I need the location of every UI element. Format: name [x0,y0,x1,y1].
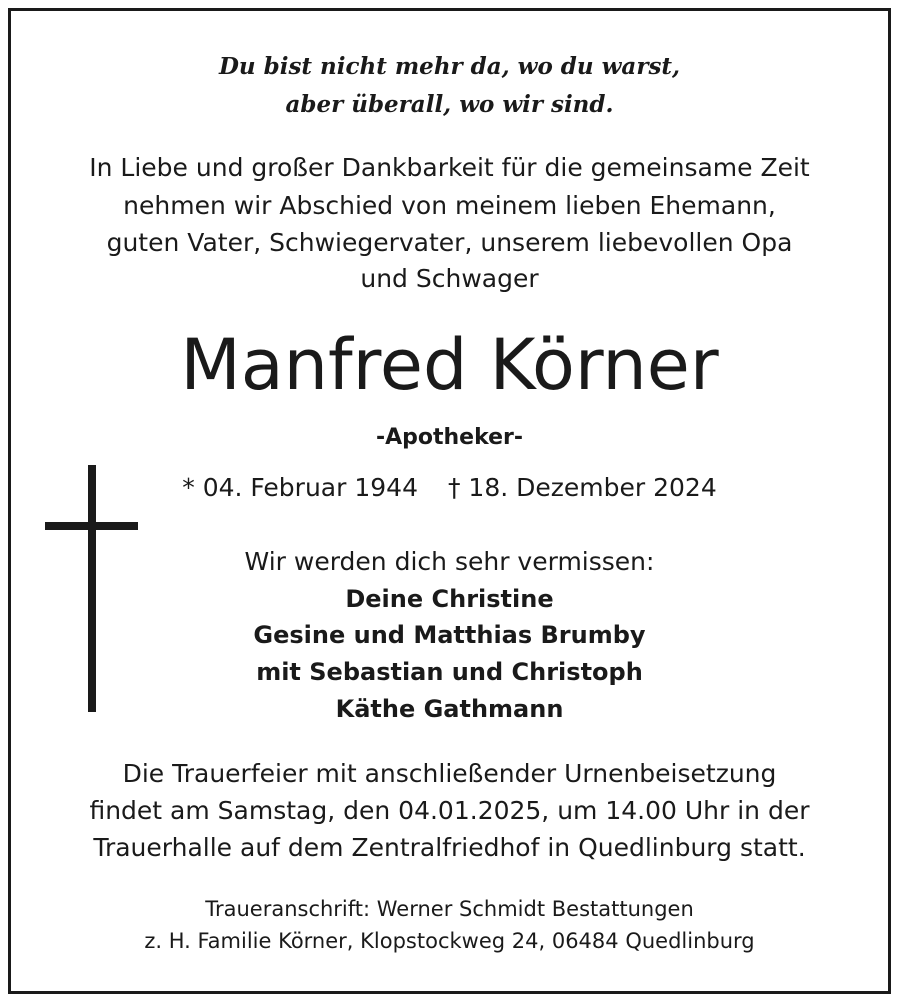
intro-line-3: guten Vater, Schwiegervater, unserem liebevollen Opa [106,228,793,257]
mourners-intro: Wir werden dich sehr vermissen: [244,547,655,576]
birth-date: * 04. Februar 1944 [182,473,418,502]
funeral-line-3: Trauerhalle auf dem Zentralfriedhof in Quedlinburg statt. [93,833,806,862]
cross-horizontal-bar [45,522,138,530]
deceased-name: Manfred Körner [180,324,719,406]
mourner-name-3: mit Sebastian und Christoph [256,658,643,686]
funeral-line-2: findet am Samstag, den 04.01.2025, um 14.00 Uhr in der [89,796,810,825]
life-dates [0,473,899,502]
death-date: † 18. Dezember 2024 [447,473,717,502]
mourner-name-1: Deine Christine [345,585,554,613]
deceased-profession: -Apotheker- [375,425,524,450]
mourner-name-4: Käthe Gathmann [335,695,564,723]
address-line-1: Traueranschrift: Werner Schmidt Bestattungen [205,897,694,921]
quote-line-2: aber überall, wo wir sind. [285,91,614,118]
quote-line-1: Du bist nicht mehr da, wo du warst, [218,53,681,80]
intro-line-2: nehmen wir Abschied von meinem lieben Ehemann, [123,191,776,220]
intro-line-4: und Schwager [360,264,539,293]
mourner-name-2: Gesine und Matthias Brumby [253,621,646,649]
funeral-line-1: Die Trauerfeier mit anschließender Urnenbeisetzung [122,759,777,788]
address-line-2: z. H. Familie Körner, Klopstockweg 24, 06484 Quedlinburg [144,929,755,953]
intro-line-1: In Liebe und großer Dankbarkeit für die gemeinsame Zeit [89,153,810,182]
